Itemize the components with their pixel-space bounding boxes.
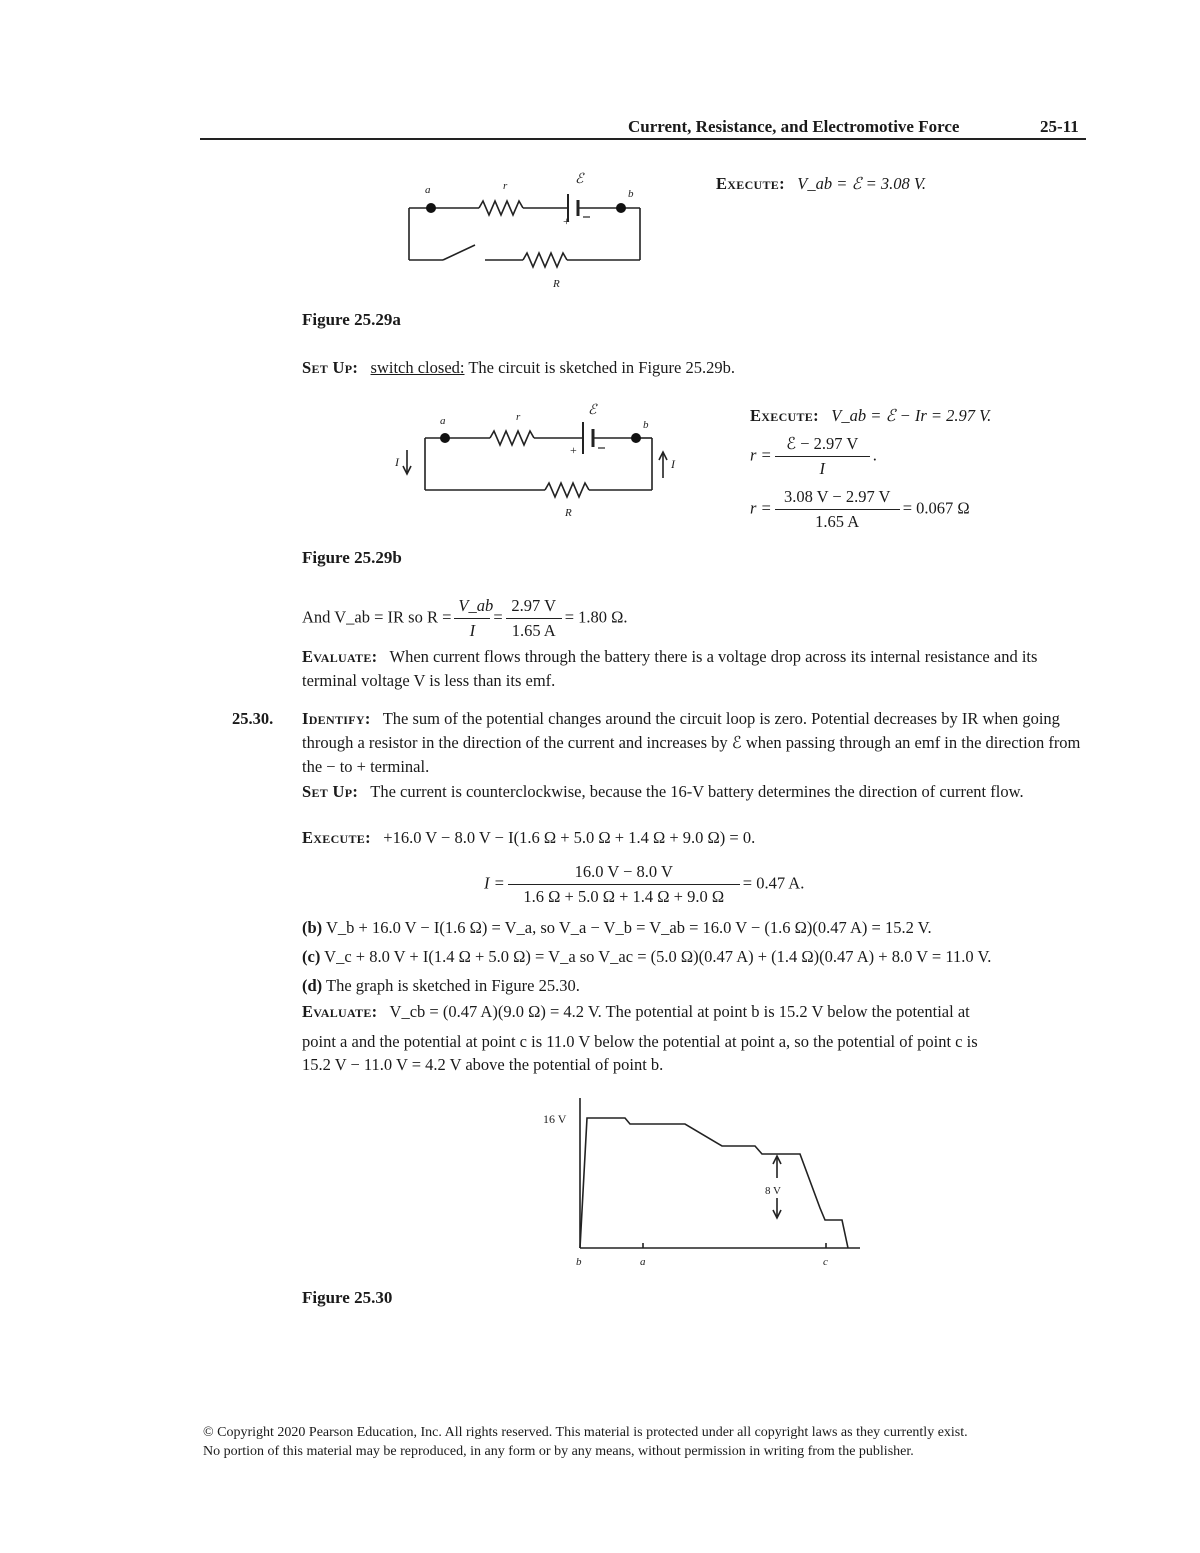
- circuit-diagram-25-29a: [395, 165, 660, 295]
- y-axis-16V-label: 16 V: [543, 1112, 567, 1126]
- potential-graph-25-30: [530, 1098, 870, 1273]
- part-c: (c) V_c + 8.0 V + I(1.4 Ω + 5.0 Ω) = V_a so V_ac = (5.0 Ω)(0.47 A) + (1.4 Ω)(0.47 A) + 8.0 V = 11.0 V.: [302, 947, 992, 966]
- node-b-label: b: [643, 419, 649, 431]
- setup-25-30: Set Up: The current is counterclockwise, because the 16-V battery determines the direction of current flow.: [302, 782, 1024, 801]
- execute-25-30: Execute: +16.0 V − 8.0 V − I(1.6 Ω + 5.0 Ω + 1.4 Ω + 9.0 Ω) = 0.: [302, 828, 756, 847]
- evaluate-25-30: Evaluate: V_cb = (0.47 A)(9.0 Ω) = 4.2 V. The potential at point b is 15.2 V below the potential at: [302, 1002, 970, 1021]
- figure-caption-25-30: Figure 25.30: [302, 1288, 393, 1307]
- svg-text:+: +: [570, 443, 577, 457]
- figure-caption-25-29a: Figure 25.29a: [302, 310, 401, 329]
- emf-label: ℰ: [588, 403, 597, 418]
- drop-8V-label: 8 V: [765, 1185, 781, 1197]
- circuit-diagram-25-29b: [390, 398, 690, 523]
- equation-r-numeric: r = $\frac{3.08 V - 2.97 V}{1.65 A}$ = 0.067 Ω: [750, 487, 970, 531]
- part-d: (d) The graph is sketched in Figure 25.30.: [302, 976, 580, 995]
- equation-r-symbolic: r = $\frac{\text{ℰ − 2.97 V}}{I}$ .: [750, 434, 877, 478]
- svg-text:+: +: [563, 214, 570, 228]
- emf-label: ℰ: [575, 172, 584, 187]
- copyright-line-2: No portion of this material may be reproduced, in any form or by any means, without permission in writing from the publisher.: [203, 1444, 914, 1459]
- resistor-r-label: r: [503, 180, 508, 192]
- execute-29a: Execute: V_ab = ℰ = 3.08 V.: [716, 174, 926, 193]
- resistor-R-label: R: [553, 278, 560, 290]
- node-b-label: b: [628, 188, 634, 200]
- part-b: (b) V_b + 16.0 V − I(1.6 Ω) = V_a, so V_a − V_b = V_ab = 16.0 V − (1.6 Ω)(0.47 A) = 15.2 V.: [302, 918, 932, 937]
- node-a-label: a: [440, 415, 446, 427]
- setup-switch-closed: Set Up: switch closed: The circuit is sketched in Figure 25.29b.: [302, 358, 736, 377]
- x-label-b: b: [576, 1256, 582, 1268]
- identify-25-30: Identify: The sum of the potential changes around the circuit loop is zero. Potential decreases by IR when going through a resistor in the direction of the current and increases by ℰ when passing through an emf in the direction from the − to + terminal.: [302, 709, 1081, 776]
- evaluate-25-30-line2: point a and the potential at point c is 11.0 V below the potential at point a, so the potential of point c is: [302, 1032, 978, 1051]
- resistor-R-label: R: [565, 507, 572, 519]
- resistor-r-label: r: [516, 411, 521, 423]
- problem-number: 25.30.: [232, 709, 274, 728]
- evaluate-29: Evaluate: When current flows through the battery there is a voltage drop across its internal resistance and its terminal voltage V is less than its emf.: [302, 647, 1038, 690]
- current-label-right: I: [671, 457, 675, 471]
- potential-curve: [580, 1118, 848, 1248]
- copyright-line-1: © Copyright 2020 Pearson Education, Inc. All rights reserved. This material is protected under all copyright laws as they currently exist.: [203, 1425, 968, 1440]
- x-label-c: c: [823, 1256, 828, 1268]
- and-line-equation: And V_ab = IR so R = $\frac{V\_ab}{I}$ = $\frac{2.97 V}{1.65 A}$ = 1.80 Ω.: [302, 596, 628, 640]
- current-label-left: I: [395, 455, 399, 469]
- node-a-label: a: [425, 184, 431, 196]
- evaluate-25-30-line3: 15.2 V − 11.0 V = 4.2 V above the potential of point b.: [302, 1055, 664, 1074]
- running-header-title: Current, Resistance, and Electromotive Force: [628, 117, 960, 136]
- equation-current-I: I = $\frac{16.0 V - 8.0 V}{1.6 \Omega + 5.0 \Omega + 1.4 \Omega + 9.0 \Omega}$ = 0.47 A.: [484, 862, 805, 906]
- figure-caption-25-29b: Figure 25.29b: [302, 548, 402, 567]
- header-rule: [200, 138, 1086, 140]
- execute-29b: Execute: V_ab = ℰ − Ir = 2.97 V.: [750, 406, 992, 425]
- x-label-a: a: [640, 1256, 646, 1268]
- page-number: 25-11: [1040, 117, 1079, 136]
